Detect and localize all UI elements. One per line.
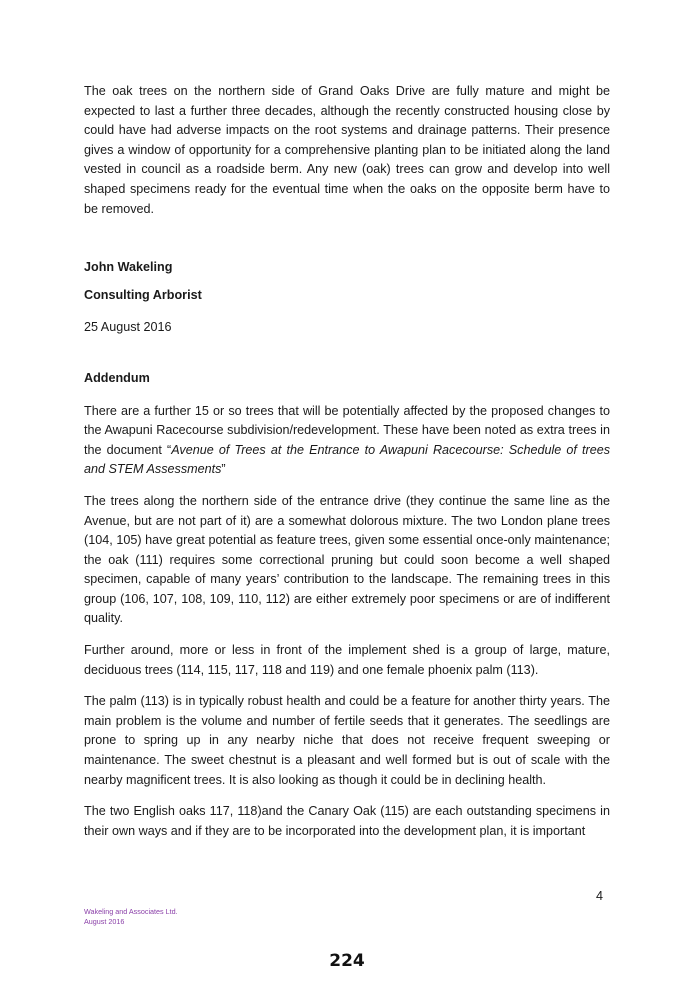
addendum-paragraph-5: The two English oaks 117, 118)and the Canary Oak (115) are each outstanding specimens in their own ways and if they are to be incorporated into the development plan, it is important <box>84 804 610 838</box>
addendum-paragraph-2: The trees along the northern side of the entrance drive (they continue the same line as the Avenue, but are not part of it) are a somewhat dolorous mixture. The two London plane trees (104, 105) have great potential as feature trees, given some essential once-only maintenance; the oak (111) requires some correctional pruning but could soon become a well shaped specimen, capable of many years’ contribution to the landscape. The remaining trees in this group (106, 107, 108, 109, 110, 112) are either extremely poor specimens or are of indifferent quality. <box>84 493 610 626</box>
page-number: 4 <box>596 889 604 903</box>
closing-quote: ” <box>221 462 226 477</box>
addendum-heading: Addendum <box>84 370 150 385</box>
document-title-italic: Avenue of Trees at the Entrance to Awapuni Racecourse: Schedule of trees and STEM Assessments <box>84 442 610 477</box>
signature-title: Consulting Arborist <box>84 287 202 302</box>
bottom-page-stamp: 224 <box>329 951 365 971</box>
footer <box>84 907 178 927</box>
footer-company: Wakeling and Associates Ltd. <box>84 907 178 916</box>
footer-date: August 2016 <box>84 917 125 926</box>
page-content <box>84 82 610 841</box>
intro-paragraph: The oak trees on the northern side of Grand Oaks Drive are fully mature and might be expected to last a further three decades, although the recently constructed housing close by could have had adverse impacts on the root systems and drainage patterns. Their presence gives a window of opportunity for a comprehensive planting plan to be initiated along the land vested in council as a roadside berm. Any new (oak) trees can grow and develop into well shaped specimens ready for the eventual time when the oaks on the opposite berm have to be removed. <box>84 84 610 216</box>
addendum-paragraph-4: The palm (113) is in typically robust health and could be a feature for another thirty years. The main problem is the volume and number of fertile seeds that it generates. The seedlings are prone to spring up in any nearby niche that does not receive frequent sweeping or maintenance. The sweet chestnut is a pleasant and well formed but is out of scale with the nearby magnificent trees. It is also looking as though it could be in declining health. <box>84 694 610 787</box>
signature-name: John Wakeling <box>84 260 173 275</box>
addendum-paragraph-1-text: There are a further 15 or so trees that will be potentially affected by the proposed changes to the Awapuni Racecourse subdivision/redevelopment. These have been noted as extra trees in the document “ <box>84 403 610 457</box>
addendum-paragraph-1 <box>84 402 610 480</box>
addendum-paragraph-3: Further around, more or less in front of the implement shed is a group of large, mature, deciduous trees (114, 115, 117, 118 and 119) and one female phoenix palm (113). <box>84 643 610 677</box>
signature-date: 25 August 2016 <box>84 320 172 335</box>
